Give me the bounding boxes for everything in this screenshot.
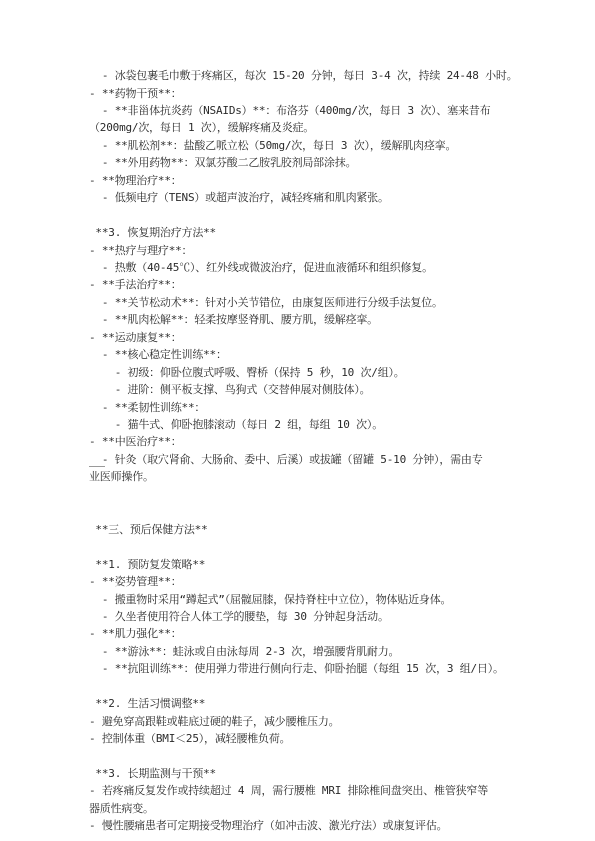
- text-line: - 针灸（取穴肾俞、大肠俞、委中、后溪）或拔罐（留罐 5-10 分钟），需由专: [89, 452, 483, 466]
- text-line: - 控制体重（BMI＜25），减轻腰椎负荷。: [89, 732, 291, 746]
- text-line: （200mg/次，每日 1 次），缓解疼痛及炎症。: [89, 121, 315, 135]
- text-line: - **运动康复**：: [89, 330, 182, 344]
- text-line: - **核心稳定性训练**：: [89, 348, 227, 362]
- text-line: - **外用药物**：双氯芬酸二乙胺乳胶剂局部涂抹。: [89, 156, 357, 170]
- text-line: 业医师操作。: [89, 470, 154, 484]
- text-line: - 热敷（40-45℃）、红外线或微波治疗，促进血液循环和组织修复。: [89, 260, 433, 274]
- text-line: - 慢性腰痛患者可定期接受物理治疗（如冲击波、激光疗法）或康复评估。: [89, 819, 448, 833]
- text-line: **2. 生活习惯调整**: [89, 697, 206, 711]
- text-line: - 避免穿高跟鞋或鞋底过硬的鞋子，减少腰椎压力。: [89, 714, 340, 728]
- text-line: **3. 恢复期治疗方法**: [89, 226, 216, 239]
- text-line: - **游泳**：蛙泳或自由泳每周 2-3 次，增强腰背肌耐力。: [89, 644, 400, 658]
- text-line: - **肌力强化**：: [89, 627, 182, 641]
- text-line: - **非甾体抗炎药（NSAIDs）**：布洛芬（400mg/次，每日 3 次）、塞来昔布: [89, 103, 491, 117]
- text-line: **3. 长期监测与干预**: [89, 767, 216, 780]
- text-line: - 冰袋包裹毛巾敷于疼痛区，每次 15-20 分钟，每日 3-4 次，持续 24-48 小时。: [89, 69, 518, 82]
- text-line: - 若疼痛反复发作或持续超过 4 周，需行腰椎 MRI 排除椎间盘突出、椎管狭窄等: [89, 784, 489, 798]
- text-line: 器质性病变。: [89, 801, 154, 815]
- text-line: - 搬重物时采用“蹲起式”（屈髋屈膝，保持脊柱中立位），物体贴近身体。: [89, 592, 452, 606]
- text-line: - **药物干预**：: [89, 86, 182, 100]
- text-line: - **物理治疗**：: [89, 173, 182, 187]
- text-line: - **柔韧性训练**：: [89, 400, 206, 414]
- text-line: - 初级：仰卧位腹式呼吸、臀桥（保持 5 秒，10 次/组）。: [89, 365, 405, 379]
- text-line: - 猫牛式、仰卧抱膝滚动（每日 2 组，每组 10 次）。: [89, 418, 383, 431]
- text-line: **1. 预防复发策略**: [89, 557, 206, 571]
- text-line: - **肌肉松解**：轻柔按摩竖脊肌、腰方肌，缓解痉挛。: [89, 313, 378, 327]
- text-line: - **热疗与理疗**：: [89, 243, 193, 257]
- text-line: **三、预后保健方法**: [89, 522, 208, 536]
- text-line: - 低频电疗（TENS）或超声波治疗，减轻疼痛和肌肉紧张。: [89, 191, 389, 205]
- text-line: - **肌松剂**：盐酸乙哌立松（50mg/次，每日 3 次），缓解肌肉痉挛。: [89, 138, 457, 152]
- text-line: - **关节松动术**：针对小关节错位，由康复医师进行分级手法复位。: [89, 295, 443, 309]
- text-line: - 进阶：侧平板支撑、鸟狗式（交替伸展对侧肢体）。: [89, 383, 371, 397]
- text-line: - **手法治疗**：: [89, 278, 182, 292]
- text-line: - **中医治疗**：: [89, 435, 182, 449]
- text-line: - **姿势管理**：: [89, 575, 182, 588]
- text-line: - 久坐者使用符合人体工学的腰垫，每 30 分钟起身活动。: [89, 609, 389, 623]
- text-line: - **抗阻训练**：使用弹力带进行侧向行走、仰卧抬腿（每组 15 次，3 组/日）。: [89, 662, 504, 676]
